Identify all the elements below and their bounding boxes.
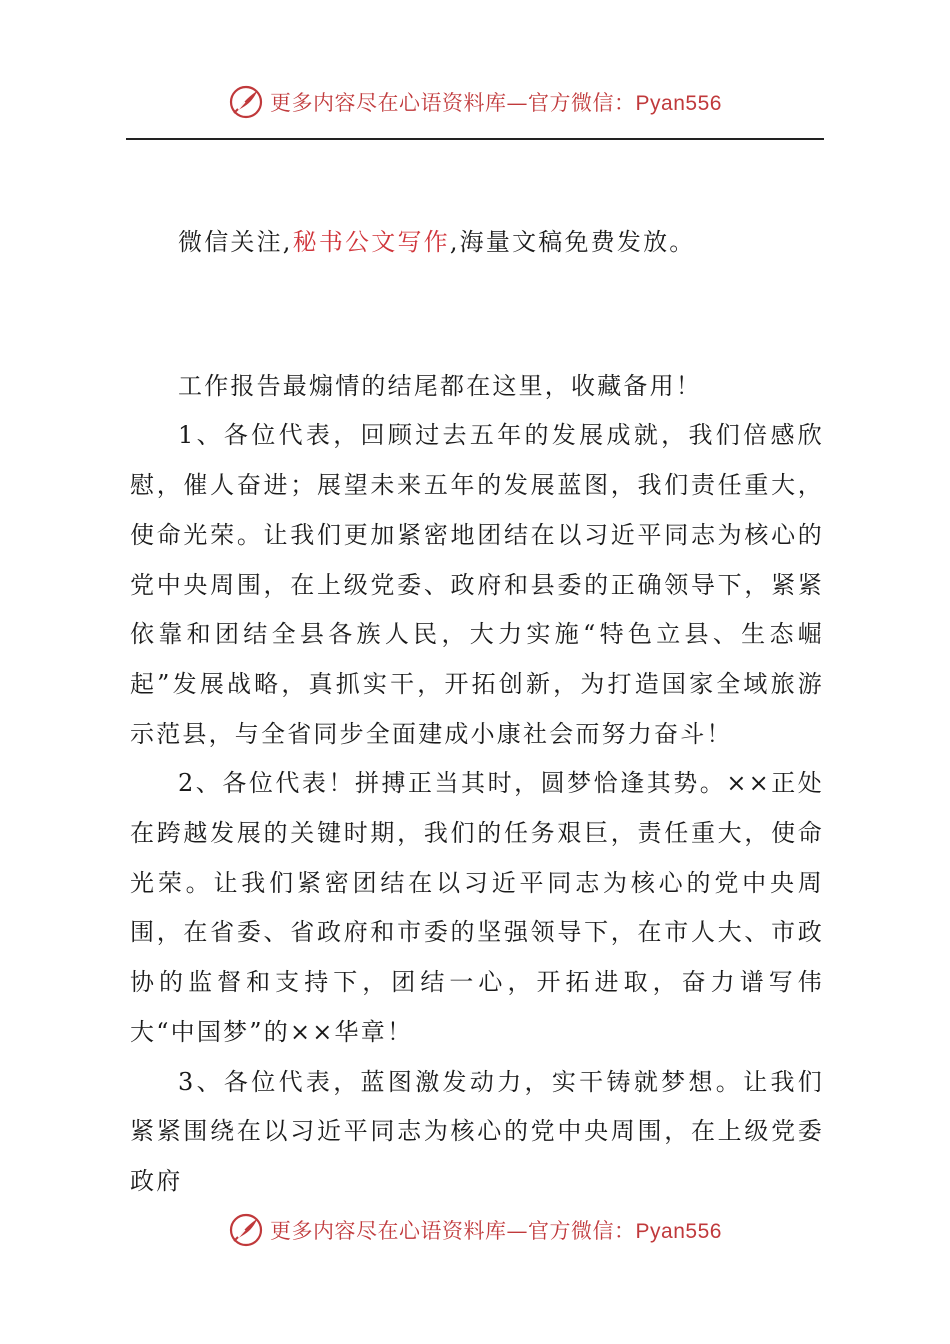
header-banner-inner [228, 84, 722, 120]
footer-banner-wechat-id: Pyan556 [635, 1220, 722, 1243]
notice-highlight: 秘书公文写作 [292, 228, 450, 256]
paragraph-3: 3、各位代表，蓝图激发动力，实干铸就梦想。让我们紧紧围绕在以习近平同志为核心的党中央周围，在上级党委政府 [130, 1067, 824, 1195]
footer-banner-label: 更多内容尽在心语资料库—官方微信： [270, 1219, 636, 1243]
notice-suffix: ,海量文稿免费发放。 [449, 228, 696, 256]
paragraph-1: 1、各位代表，回顾过去五年的发展成就，我们倍感欣慰，催人奋进；展望未来五年的发展蓝图，我们责任重大，使命光荣。让我们更加紧密地团结在以习近平同志为核心的党中央周围，在上级党委、政府和县委的正确领导下，紧紧依靠和团结全县各族人民，大力实施“特色立县、生态崛起”发展战略，真抓实干，开拓创新，为打造国家全域旅游示范县，与全省同步全面建成小康社会而努力奋斗！ [130, 421, 824, 748]
header-divider [126, 138, 824, 140]
footer-banner-inner [228, 1212, 722, 1248]
notice-prefix: 微信关注, [178, 228, 293, 256]
quill-pen-logo-icon [228, 84, 264, 120]
header-banner-label: 更多内容尽在心语资料库—官方微信： [270, 91, 636, 115]
quill-pen-logo-icon [228, 1212, 264, 1248]
wechat-notice [130, 218, 824, 268]
document-title-line: 工作报告最煽情的结尾都在这里，收藏备用！ [178, 371, 702, 400]
header-banner [0, 82, 950, 122]
header-banner-wechat-id: Pyan556 [635, 92, 722, 115]
header-banner-text [270, 87, 722, 117]
paragraph-2: 2、各位代表！拼搏正当其时，圆梦恰逢其势。××正处在跨越发展的关键时期，我们的任务艰巨，责任重大，使命光荣。让我们紧密团结在以习近平同志为核心的党中央周围，在省委、省政府和市委的坚强领导下，在市人大、市政协的监督和支持下，团结一心，开拓进取，奋力谱写伟大“中国梦”的××华章！ [130, 769, 824, 1046]
footer-banner [0, 1210, 950, 1250]
document-body [130, 218, 824, 1207]
footer-banner-text [270, 1215, 722, 1245]
